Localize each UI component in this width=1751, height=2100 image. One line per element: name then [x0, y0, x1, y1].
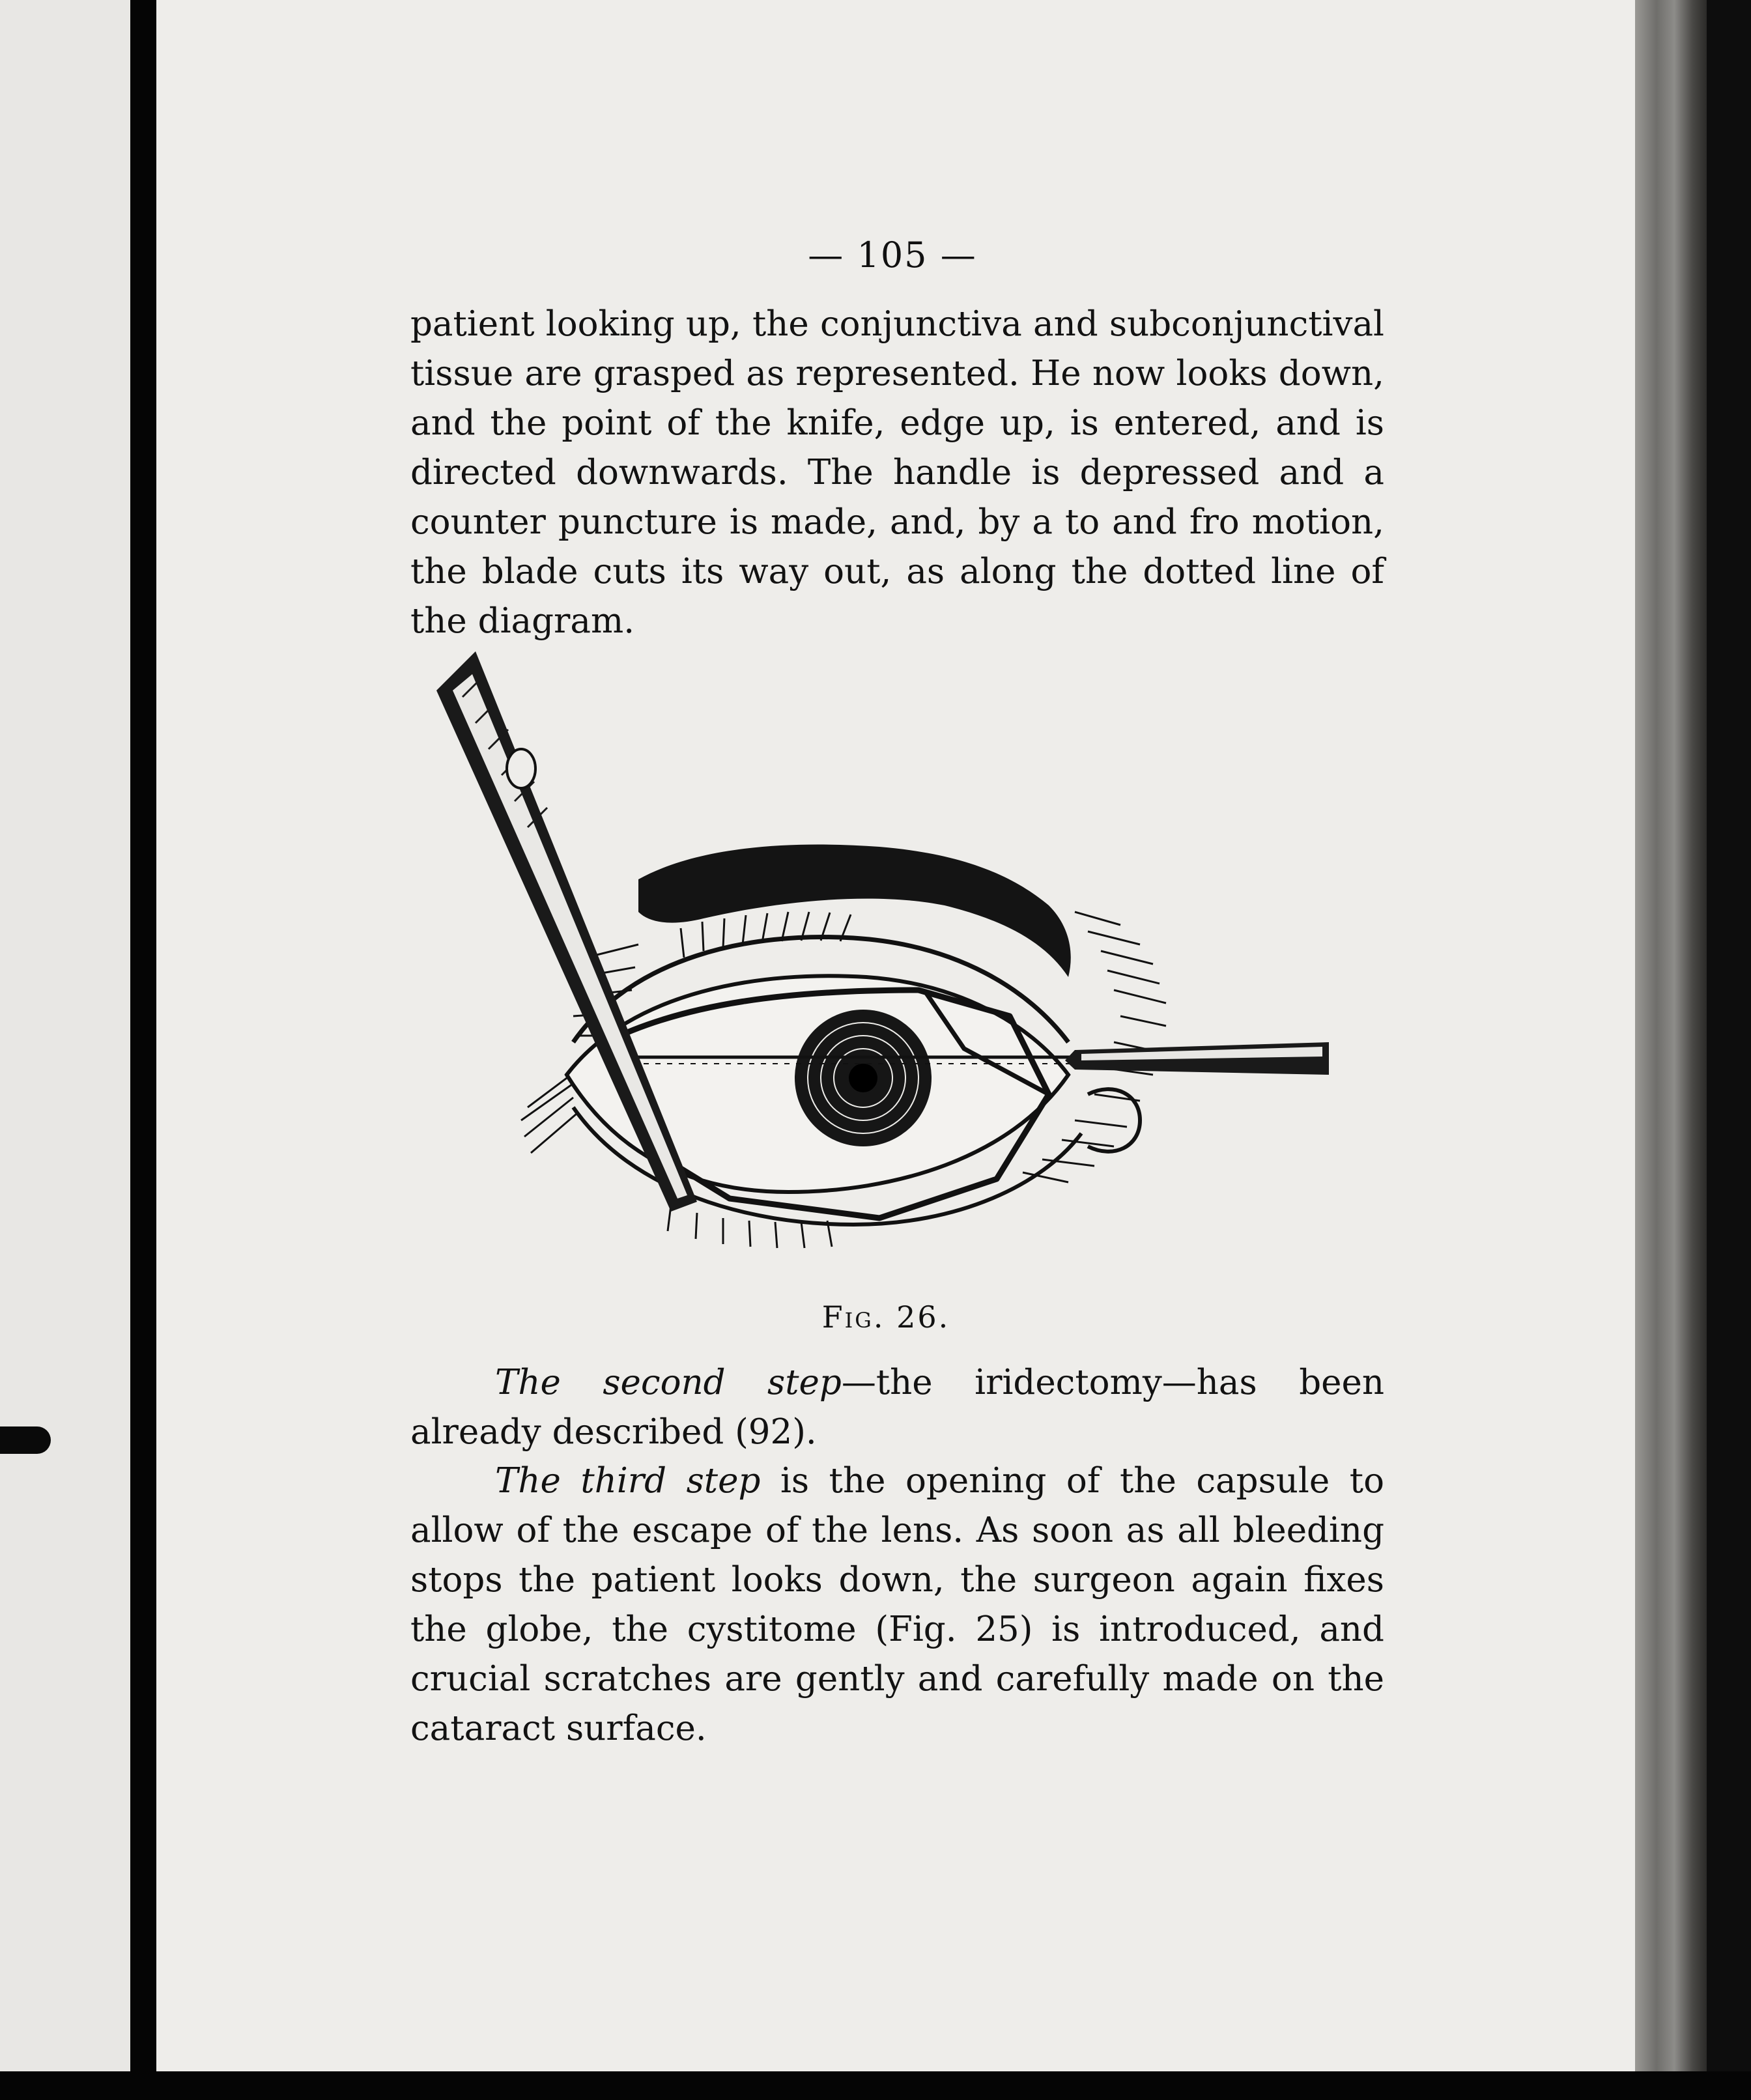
page-edges [1635, 0, 1707, 2071]
third-step-lead: The third step [495, 1461, 761, 1501]
fixation-forceps [436, 651, 697, 1212]
page-number: — 105 — [808, 234, 977, 276]
eye-incision-illustration [423, 651, 1368, 1303]
eyebrow [638, 845, 1071, 977]
paragraph-second-step [410, 1358, 1384, 1457]
iris [795, 1010, 932, 1146]
left-page-margin [0, 0, 130, 2071]
third-step-text: is the opening of the capsule to allow of the escape of the lens. As soon as all bleeding stops the patient looks down, the surgeon again fixes the globe, the cystitome (Fig. 25) is introduced, and crucial scratches are gently and carefully made on the cataract surface. [410, 1461, 1384, 1748]
paragraph-third-step [410, 1456, 1384, 1753]
second-step-lead: The second step [495, 1363, 842, 1402]
bottom-border [0, 2071, 1751, 2100]
page-clip-mark [0, 1426, 51, 1454]
cataract-knife [1065, 1042, 1329, 1075]
right-border [1707, 0, 1751, 2100]
second-step-text: —the iridectomy—has been already described (92). [410, 1363, 1384, 1452]
book-spine [130, 0, 156, 2100]
figure-caption: Fig. 26. [821, 1299, 950, 1335]
paragraph-incision: patient looking up, the conjunctiva and subconjunctival tissue are grasped as represented. He now looks down, and the point of the knife, edge up, is entered, and is directed downwards. The handle is depressed and a counter puncture is made, and, by a to and fro motion, the blade cuts its way out, as along the dotted line of the diagram. [410, 304, 1384, 641]
